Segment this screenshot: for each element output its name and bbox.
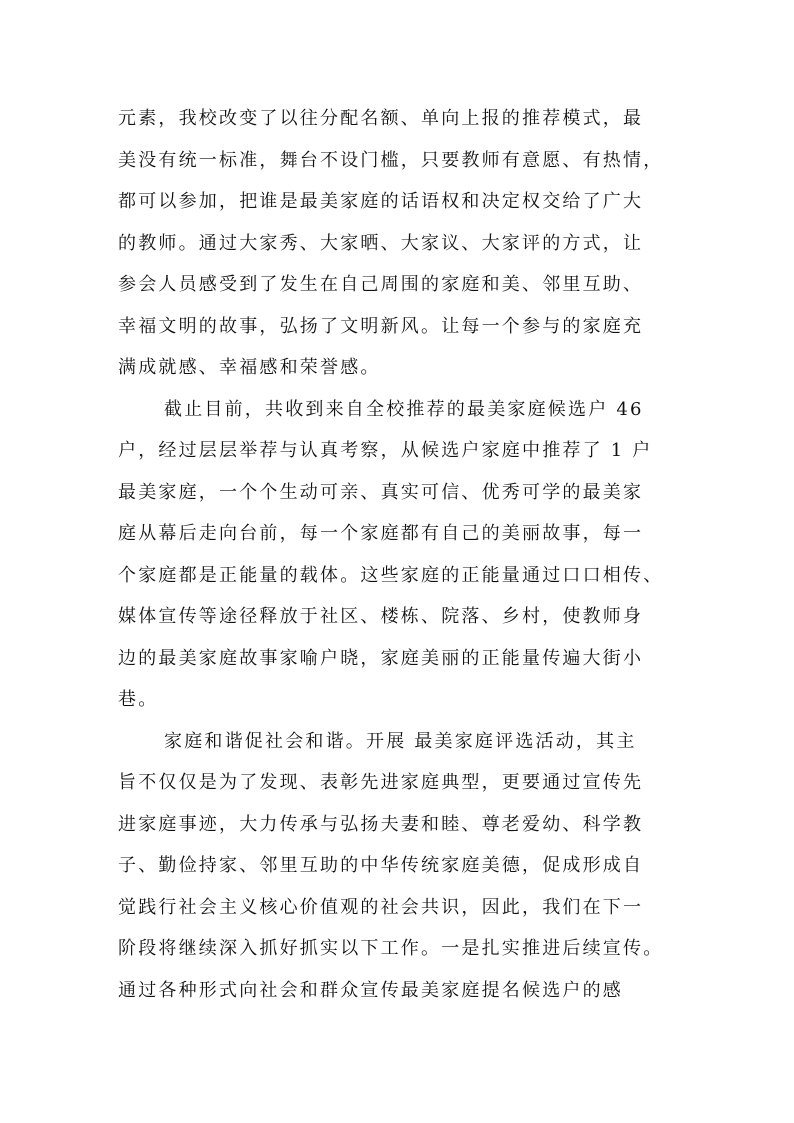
text-line: 巷。 (118, 689, 159, 710)
text-line: 满成就感、幸福感和荣誉感。 (118, 357, 381, 378)
text-line: 最美家庭，一个个生动可亲、真实可信、优秀可学的最美家 (118, 481, 644, 503)
text-line: 的教师。通过大家秀、大家晒、大家议、大家评的方式，让 (118, 232, 644, 254)
paragraph-start-line: 截止目前，共收到来自全校推荐的最美家庭候选户 46 (164, 398, 644, 420)
text-line: 户，经过层层举荐与认真考察，从候选户家庭中推荐了 1 户 (118, 440, 653, 461)
text-line: 阶段将继续深入抓好抓实以下工作。一是扎实推进后续宣传。 (118, 938, 664, 959)
document-body (118, 98, 684, 1011)
text-line: 通过各种形式向社会和群众宣传最美家庭提名候选户的感 (118, 979, 623, 1001)
text-line: 元素，我校改变了以往分配名额、单向上报的推荐模式，最 (118, 108, 644, 129)
text-line: 个家庭都是正能量的载体。这些家庭的正能量通过口口相传、 (118, 564, 664, 586)
text-line: 进家庭事迹，大力传承与弘扬夫妻和睦、尊老爱幼、科学教 (118, 813, 644, 835)
text-line: 边的最美家庭故事家喻户晓，家庭美丽的正能量传遍大街小 (118, 647, 644, 669)
text-line: 幸福文明的故事，弘扬了文明新风。让每一个参与的家庭充 (118, 315, 644, 337)
text-line: 参会人员感受到了发生在自己周围的家庭和美、邻里互助、 (118, 274, 644, 295)
text-line: 都可以参加，把谁是最美家庭的话语权和决定权交给了广大 (118, 191, 644, 212)
text-line: 子、勤俭持家、邻里互助的中华传统家庭美德，促成形成自 (118, 855, 644, 876)
text-line: 美没有统一标准，舞台不设门槛，只要教师有意愿、有热情， (118, 149, 664, 171)
text-line: 觉践行社会主义核心价值观的社会共识，因此，我们在下一 (118, 896, 644, 918)
paragraph-start-line: 家庭和谐促社会和谐。开展 最美家庭评选活动，其主 (164, 730, 637, 752)
text-line: 旨不仅仅是为了发现、表彰先进家庭典型，更要通过宣传先 (118, 772, 644, 793)
text-line: 庭从幕后走向台前，每一个家庭都有自己的美丽故事，每一 (118, 523, 644, 544)
text-line: 媒体宣传等途径释放于社区、楼栋、院落、乡村，使教师身 (118, 606, 644, 627)
